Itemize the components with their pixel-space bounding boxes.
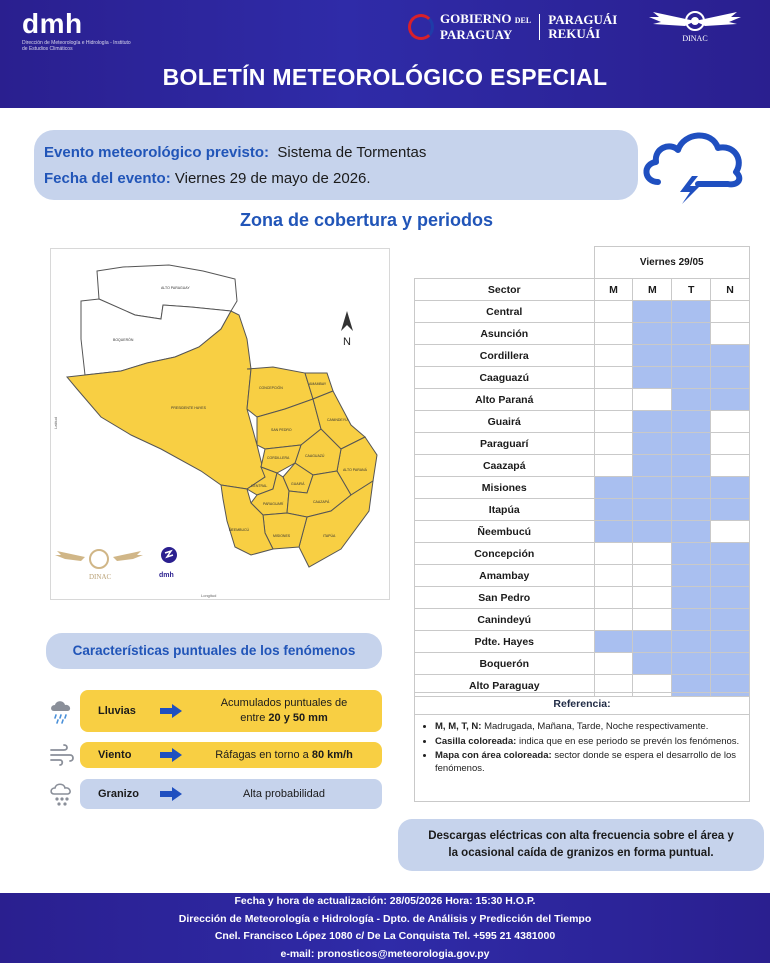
- arrow-right-icon: [156, 787, 186, 801]
- schedule-sector-name: Misiones: [415, 477, 595, 499]
- schedule-sector-name: Paraguarí: [415, 433, 595, 455]
- schedule-row: [415, 323, 750, 345]
- footer-update-time: Fecha y hora de actualización: 28/05/2026 Hora: 15:30 H.O.P.: [234, 895, 536, 907]
- schedule-cell-active: [711, 477, 750, 499]
- schedule-cell-active: [633, 323, 672, 345]
- map-x-axis-label: Longitud: [201, 593, 217, 598]
- feature-name: Lluvias: [98, 705, 136, 717]
- note-line2: la ocasional caída de granizos en forma puntual.: [448, 847, 714, 859]
- schedule-cell-active: [711, 543, 750, 565]
- government-logo: [408, 12, 617, 42]
- schedule-cell-active: [711, 389, 750, 411]
- schedule-table: [414, 246, 750, 697]
- map-dinac-logo: [55, 550, 143, 581]
- map-dmh-logo: [159, 547, 177, 579]
- schedule-cell-empty: [633, 609, 672, 631]
- schedule-sector-name: Ñeembucú: [415, 521, 595, 543]
- rain-desc-amount: 20 y 50 mm: [268, 712, 328, 724]
- schedule-cell-active: [672, 543, 711, 565]
- feature-wind: [80, 742, 382, 768]
- gov-line1: GOBIERNO: [440, 11, 512, 26]
- schedule-row: [415, 521, 750, 543]
- arrow-right-icon: [156, 704, 186, 718]
- schedule-cell-active: [711, 565, 750, 587]
- gov-line1-small: DEL: [514, 16, 532, 25]
- period-header: M: [633, 279, 672, 301]
- map-label-concepcion: CONCEPCIÓN: [259, 386, 283, 390]
- schedule-cell-active: [711, 345, 750, 367]
- map-label-itapua: ITAPÚA: [323, 534, 336, 538]
- gov-line2: PARAGUAY: [440, 27, 513, 42]
- schedule-cell-empty: [711, 455, 750, 477]
- schedule-cell-empty: [633, 543, 672, 565]
- schedule-corner: [415, 247, 595, 279]
- schedule-cell-active: [633, 521, 672, 543]
- schedule-row: [415, 565, 750, 587]
- dmh-logo-text: dmh: [22, 8, 83, 39]
- map-label-caazapa: CAAZAPÁ: [313, 500, 330, 504]
- schedule-cell-empty: [633, 389, 672, 411]
- schedule-cell-empty: [594, 345, 633, 367]
- footer-department: Dirección de Meteorología e Hidrología - Dpto. de Análisis y Predicción del Tiempo: [178, 912, 592, 925]
- map-label-presidente-hayes: PRESIDENTE HAYES: [171, 406, 206, 410]
- schedule-cell-active: [594, 521, 633, 543]
- feature-name: Granizo: [98, 788, 139, 800]
- schedule-sector-name: Alto Paraguay: [415, 675, 595, 697]
- reference-header: Referencia:: [415, 693, 749, 715]
- government-seal-icon: [408, 14, 434, 40]
- map-y-axis-label: Latitud: [53, 416, 58, 429]
- schedule-cell-active: [633, 345, 672, 367]
- event-info-box: [34, 130, 638, 200]
- schedule-cell-active: [594, 477, 633, 499]
- schedule-cell-empty: [594, 609, 633, 631]
- schedule-cell-empty: [594, 433, 633, 455]
- schedule-sector-header: Sector: [415, 279, 595, 301]
- schedule-cell-active: [711, 631, 750, 653]
- gov-right2: REKUÁI: [548, 26, 601, 41]
- schedule-cell-empty: [711, 323, 750, 345]
- map-label-san-pedro: SAN PEDRO: [271, 428, 292, 432]
- schedule-sector-name: Asunción: [415, 323, 595, 345]
- schedule-cell-active: [594, 499, 633, 521]
- footer-address: Cnel. Francisco López 1080 c/ De La Conquista Tel. +595 21 4381000: [214, 930, 556, 942]
- feature-name: Viento: [98, 749, 132, 761]
- schedule-row: [415, 345, 750, 367]
- schedule-cell-active: [672, 477, 711, 499]
- schedule-cell-active: [633, 499, 672, 521]
- event-label: Evento meteorológico previsto:: [44, 144, 270, 161]
- schedule-sector-name: Concepción: [415, 543, 595, 565]
- map-dmh-label: dmh: [159, 572, 174, 579]
- schedule-row: [415, 609, 750, 631]
- map-label-amambay: AMAMBAY: [309, 382, 327, 386]
- map-label-paraguari: PARAGUARÍ: [263, 502, 284, 506]
- feature-description: [186, 696, 382, 726]
- north-arrow-icon: [341, 311, 353, 348]
- dinac-wings-icon: [645, 8, 745, 34]
- rain-desc-line1: Acumulados puntuales de: [220, 697, 348, 709]
- schedule-cell-active: [711, 609, 750, 631]
- schedule-sector-name: San Pedro: [415, 587, 595, 609]
- schedule-row: [415, 411, 750, 433]
- schedule-row: [415, 477, 750, 499]
- schedule-cell-empty: [594, 565, 633, 587]
- rain-desc-line2: entre: [240, 712, 269, 724]
- wind-desc-speed: 80 km/h: [311, 748, 353, 761]
- schedule-cell-active: [672, 367, 711, 389]
- gov-divider: [539, 14, 540, 40]
- zone-title: Zona de cobertura y periodos: [240, 210, 494, 230]
- header-banner: [0, 0, 770, 108]
- schedule-cell-active: [711, 367, 750, 389]
- schedule-row: [415, 455, 750, 477]
- feature-rain: [80, 690, 382, 732]
- schedule-row: [415, 499, 750, 521]
- schedule-cell-active: [672, 433, 711, 455]
- reference-list: [415, 715, 749, 775]
- reference-item-text: indica que en ese periodo se prevén los fenómenos.: [516, 735, 740, 747]
- schedule-cell-active: [672, 323, 711, 345]
- dinac-label: DINAC: [682, 34, 708, 43]
- schedule-sector-name: Pdte. Hayes: [415, 631, 595, 653]
- note-line1: Descargas eléctricas con alta frecuencia sobre el área y: [428, 830, 734, 842]
- schedule-cell-active: [633, 455, 672, 477]
- map-label-guaira: GUAIRÁ: [291, 482, 305, 486]
- schedule-sector-name: Cordillera: [415, 345, 595, 367]
- schedule-cell-active: [594, 631, 633, 653]
- storm-cloud-icon: [640, 120, 750, 206]
- dmh-logo-subtitle: Dirección de Meteorología e Hidrología - Instituto de Estudios Climáticos: [22, 40, 131, 52]
- schedule-sector-name: Boquerón: [415, 653, 595, 675]
- schedule-cell-empty: [594, 389, 633, 411]
- period-header: T: [672, 279, 711, 301]
- schedule-cell-empty: [594, 323, 633, 345]
- page-title: BOLETÍN METEOROLÓGICO ESPECIAL: [162, 64, 608, 90]
- schedule-cell-active: [633, 411, 672, 433]
- feature-hail: [80, 779, 382, 809]
- schedule-sector-name: Alto Paraná: [415, 389, 595, 411]
- schedule-cell-active: [711, 587, 750, 609]
- schedule-cell-active: [672, 301, 711, 323]
- footer-banner: [0, 893, 770, 963]
- schedule-cell-active: [672, 499, 711, 521]
- reference-item: [435, 736, 743, 749]
- map-label-boqueron: BOQUERÓN: [113, 338, 134, 342]
- paraguay-map: [51, 249, 391, 601]
- schedule-sector-name: Central: [415, 301, 595, 323]
- dinac-logo: [640, 8, 750, 43]
- schedule-row: [415, 543, 750, 565]
- schedule-row: [415, 631, 750, 653]
- schedule-sector-name: Canindeyú: [415, 609, 595, 631]
- reference-box: [414, 692, 750, 802]
- reference-item-text: sector donde se espera el desarrollo de los fenómenos.: [435, 750, 736, 774]
- gov-right1: PARAGUÁI: [548, 12, 618, 27]
- schedule-cell-empty: [594, 543, 633, 565]
- period-header: M: [594, 279, 633, 301]
- wind-icon: [48, 741, 76, 769]
- schedule-cell-active: [672, 587, 711, 609]
- schedule-sector-name: Caazapá: [415, 455, 595, 477]
- schedule-cell-active: [633, 653, 672, 675]
- schedule-sector-name: Guairá: [415, 411, 595, 433]
- schedule-cell-empty: [594, 455, 633, 477]
- schedule-cell-active: [672, 565, 711, 587]
- rain-cloud-icon: [48, 697, 76, 725]
- schedule-row: [415, 389, 750, 411]
- schedule-sector-name: Itapúa: [415, 499, 595, 521]
- map-label-cordillera: CORDILLERA: [267, 456, 290, 460]
- map-label-alto-paraguay: ALTO PARAGUAY: [161, 286, 190, 290]
- schedule-cell-active: [711, 653, 750, 675]
- schedule-row: [415, 301, 750, 323]
- map-label-caaguazu: CAAGUAZÚ: [305, 454, 325, 458]
- reference-item-key: M, M, T, N:: [435, 721, 482, 732]
- schedule-cell-active: [672, 521, 711, 543]
- feature-description: [186, 748, 382, 763]
- reference-item: [435, 750, 743, 775]
- schedule-period-row: [415, 279, 750, 301]
- schedule-cell-active: [633, 301, 672, 323]
- map-label-alto-parana: ALTO PARANÁ: [343, 468, 367, 472]
- schedule-row: [415, 653, 750, 675]
- schedule-cell-empty: [594, 653, 633, 675]
- map-dinac-label: DINAC: [89, 573, 112, 581]
- dmh-logo: [22, 8, 132, 52]
- map-label-central: CENTRAL: [251, 484, 268, 488]
- schedule-cell-active: [633, 631, 672, 653]
- feature-description: Alta probabilidad: [243, 787, 325, 800]
- schedule-row: [415, 587, 750, 609]
- schedule-cell-empty: [633, 587, 672, 609]
- schedule-cell-active: [633, 477, 672, 499]
- period-header: N: [711, 279, 750, 301]
- schedule-row: [415, 433, 750, 455]
- schedule-cell-active: [633, 367, 672, 389]
- schedule-day-row: [415, 247, 750, 279]
- schedule-cell-empty: [711, 301, 750, 323]
- footer-email: e-mail: pronosticos@meteorologia.gov.py: [280, 947, 490, 960]
- lightning-note: [398, 819, 764, 871]
- event-value: Sistema de Tormentas: [277, 144, 427, 161]
- coverage-map: [50, 248, 390, 600]
- hail-icon: [48, 780, 76, 808]
- schedule-cell-empty: [594, 301, 633, 323]
- schedule-cell-active: [672, 609, 711, 631]
- schedule-cell-active: [672, 653, 711, 675]
- schedule-cell-active: [672, 631, 711, 653]
- reference-item-key: Casilla coloreada:: [435, 735, 517, 747]
- schedule-sector-name: Caaguazú: [415, 367, 595, 389]
- schedule-cell-active: [672, 345, 711, 367]
- map-label-canindeyu: CANINDEYÚ: [327, 418, 348, 422]
- schedule-cell-empty: [711, 433, 750, 455]
- schedule-cell-active: [633, 433, 672, 455]
- reference-item-text: Madrugada, Mañana, Tarde, Noche respectivamente.: [481, 721, 709, 732]
- arrow-right-icon: [156, 748, 186, 762]
- schedule-cell-active: [672, 389, 711, 411]
- reference-item: [435, 721, 743, 734]
- date-label: Fecha del evento:: [44, 170, 171, 187]
- map-label-misiones: MISIONES: [273, 534, 291, 538]
- schedule-cell-empty: [594, 411, 633, 433]
- schedule-cell-empty: [633, 565, 672, 587]
- wind-desc: Ráfagas en torno a: [215, 748, 312, 761]
- schedule-cell-empty: [711, 521, 750, 543]
- schedule-cell-empty: [711, 411, 750, 433]
- north-label: N: [343, 336, 351, 348]
- schedule-day-header: Viernes 29/05: [594, 247, 750, 279]
- schedule-cell-empty: [594, 367, 633, 389]
- reference-item-key: Mapa con área coloreada:: [435, 750, 552, 761]
- schedule-cell-active: [711, 499, 750, 521]
- schedule-cell-active: [672, 411, 711, 433]
- map-label-neembucu: ÑEEMBUCÚ: [229, 528, 250, 532]
- characteristics-title: Características puntuales de los fenómenos: [46, 633, 382, 669]
- schedule-cell-empty: [594, 587, 633, 609]
- date-value: Viernes 29 de mayo de 2026.: [174, 170, 371, 187]
- schedule-row: [415, 367, 750, 389]
- schedule-sector-name: Amambay: [415, 565, 595, 587]
- schedule-cell-active: [672, 455, 711, 477]
